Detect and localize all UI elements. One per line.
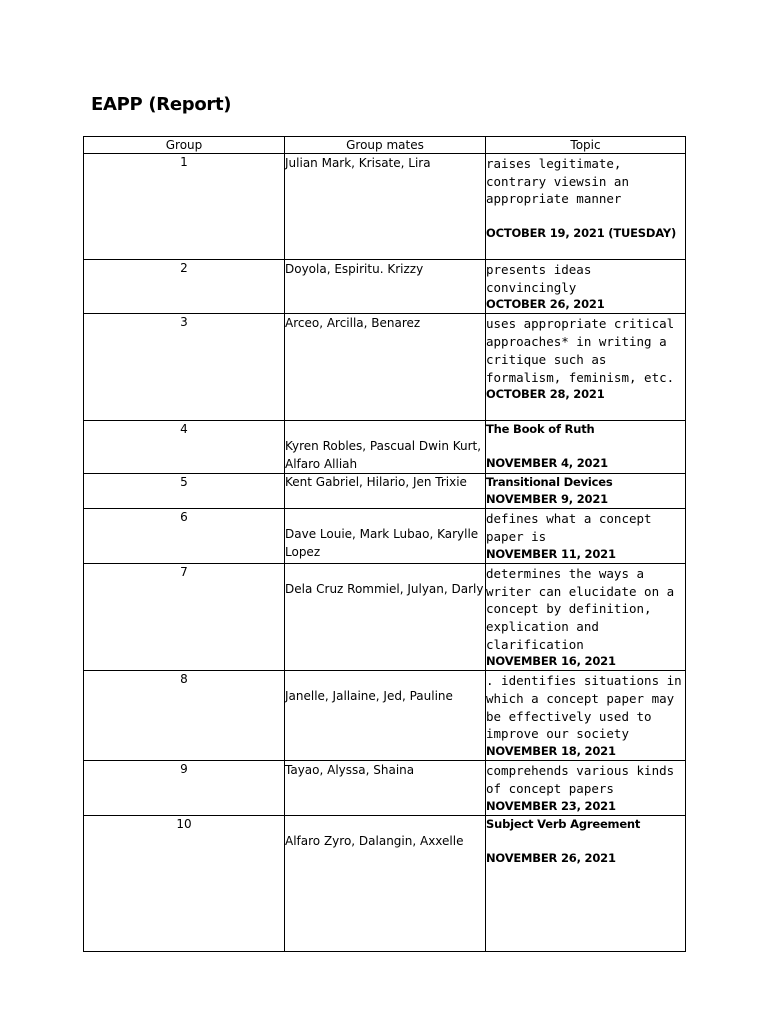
group-number: 3 [84,314,285,421]
group-mates-text: Kyren Robles, Pascual Dwin Kurt, Alfaro Alliah [285,439,482,471]
topic-cell [486,563,686,671]
topic-date: OCTOBER 19, 2021 (TUESDAY) [486,226,677,241]
topic-cell [486,761,686,815]
topic-date: OCTOBER 28, 2021 [486,387,605,402]
topic-date: NOVEMBER 11, 2021 [486,546,616,561]
topic-text: . identifies situations in which a concept paper may be effectively used to improve our society [486,673,682,742]
table-row [84,421,686,474]
header-topic: Topic [486,137,686,154]
group-number: 5 [84,474,285,509]
topic-cell [486,154,686,260]
group-mates: Kent Gabriel, Hilario, Jen Trixie [285,474,486,509]
group-number: 1 [84,154,285,260]
table-row [84,671,686,761]
topic-cell [486,421,686,474]
table-row [84,563,686,671]
topic-cell [486,474,686,509]
topic-cell [486,260,686,314]
table-row [84,815,686,951]
group-mates-text: Janelle, Jallaine, Jed, Pauline [285,689,453,704]
header-row [84,137,686,154]
topic-text: Transitional Devices [486,475,613,490]
group-mates [285,509,486,563]
group-mates-text: Dave Louie, Mark Lubao, Karylle Lopez [285,527,479,559]
group-number: 10 [84,815,285,951]
topic-cell [486,671,686,761]
topic-text: uses appropriate critical approaches* in writing a critique such as formalism, feminism, etc. [486,316,675,385]
group-number: 6 [84,509,285,563]
group-mates [285,421,486,474]
topic-date: OCTOBER 26, 2021 [486,297,605,312]
report-table [83,136,686,952]
topic-text: raises legitimate, contrary viewsin an appropriate manner [486,156,629,207]
group-mates-text: Alfaro Zyro, Dalangin, Axxelle [285,833,464,848]
topic-date: NOVEMBER 16, 2021 [486,654,616,669]
group-number: 8 [84,671,285,761]
topic-date: NOVEMBER 18, 2021 [486,744,616,759]
header-group-mates: Group mates [285,137,486,154]
group-mates: Arceo, Arcilla, Benarez [285,314,486,421]
topic-date: NOVEMBER 23, 2021 [486,798,616,813]
topic-date: NOVEMBER 26, 2021 [486,850,616,865]
table-row [84,314,686,421]
table-row [84,260,686,314]
group-number: 7 [84,563,285,671]
group-mates-text: Dela Cruz Rommiel, Julyan, Darly [285,581,484,596]
table-row [84,474,686,509]
table-row [84,154,686,260]
group-number: 9 [84,761,285,815]
topic-text: The Book of Ruth [486,422,595,437]
group-mates: Doyola, Espiritu. Krizzy [285,260,486,314]
topic-text: comprehends various kinds of concept papers [486,763,675,796]
group-mates [285,563,486,671]
group-number: 4 [84,421,285,474]
group-mates [285,671,486,761]
header-group: Group [84,137,285,154]
topic-text: presents ideas convincingly [486,262,592,295]
topic-cell [486,509,686,563]
topic-cell [486,314,686,421]
group-mates [285,815,486,951]
topic-text: determines the ways a writer can elucidate on a concept by definition, explication and clarification [486,565,675,652]
topic-text: defines what a concept paper is [486,511,652,545]
page-title: EAPP (Report) [91,94,232,115]
topic-date: NOVEMBER 9, 2021 [486,492,608,507]
group-mates: Julian Mark, Krisate, Lira [285,154,486,260]
table-row [84,509,686,563]
topic-text: Subject Verb Agreement [486,816,641,831]
group-number: 2 [84,260,285,314]
topic-cell [486,815,686,951]
table-row [84,761,686,815]
group-mates: Tayao, Alyssa, Shaina [285,761,486,815]
topic-date: NOVEMBER 4, 2021 [486,456,608,471]
